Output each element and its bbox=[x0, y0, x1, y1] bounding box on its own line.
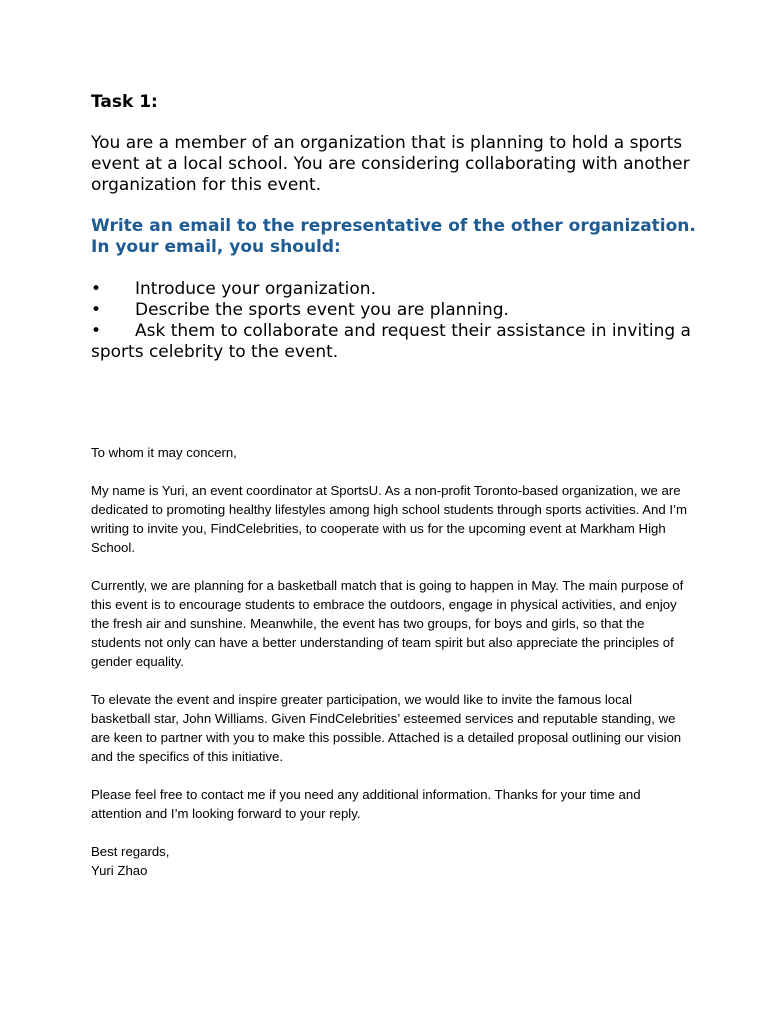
bullet-text: Introduce your organization. bbox=[135, 279, 376, 299]
task-bullet-item bbox=[91, 321, 711, 363]
task-bullet-list bbox=[91, 279, 711, 363]
email-paragraph-intro: My name is Yuri, an event coordinator at SportsU. As a non-profit Toronto-based organization, we are dedicated to promoting healthy lifestyles among high school students through sports activities. And I’m writing to invite you, FindCelebrities, to cooperate with us for the upcoming event at Markham High School. bbox=[91, 483, 687, 555]
email-closing: Best regards, bbox=[91, 844, 170, 859]
bullet-text: Describe the sports event you are planning. bbox=[135, 300, 509, 320]
email-paragraph-request: To elevate the event and inspire greater participation, we would like to invite the famous local basketball star, John Williams. Given FindCelebrities’ esteemed services and reputable standing, we are keen to partner with you to make this possible. Attached is a detailed proposal outlining our vision and the specifics of this initiative. bbox=[91, 692, 682, 764]
email-paragraph-closing: Please feel free to contact me if you need any additional information. Thanks for your time and attention and I’m looking forward to your reply. bbox=[91, 787, 641, 821]
email-response bbox=[91, 443, 691, 880]
email-paragraph-event: Currently, we are planning for a basketball match that is going to happen in May. The main purpose of this event is to encourage students to embrace the outdoors, engage in physical activities, and enjoy the fresh air and sunshine. Meanwhile, the event has two groups, for boys and girls, so that the students not only can have a better understanding of team spirit but also appreciate the principles of gender equality. bbox=[91, 578, 684, 669]
bullet-icon: • bbox=[91, 321, 102, 341]
task-bullet-item bbox=[91, 300, 711, 321]
task-title: Task 1: bbox=[91, 92, 158, 112]
email-greeting: To whom it may concern, bbox=[91, 445, 237, 460]
bullet-icon: • bbox=[91, 279, 102, 299]
email-signature: Yuri Zhao bbox=[91, 863, 148, 878]
task-scenario: You are a member of an organization that is planning to hold a sports event at a local school. You are considering collaborating with another organization for this event. bbox=[91, 133, 690, 195]
task-instruction: Write an email to the representative of the other organization. In your email, you should: bbox=[91, 216, 696, 257]
task-bullet-item bbox=[91, 279, 711, 300]
task-prompt bbox=[91, 92, 711, 363]
bullet-icon: • bbox=[91, 300, 102, 320]
bullet-text: Ask them to collaborate and request their assistance in inviting a sports celebrity to the event. bbox=[91, 321, 691, 362]
